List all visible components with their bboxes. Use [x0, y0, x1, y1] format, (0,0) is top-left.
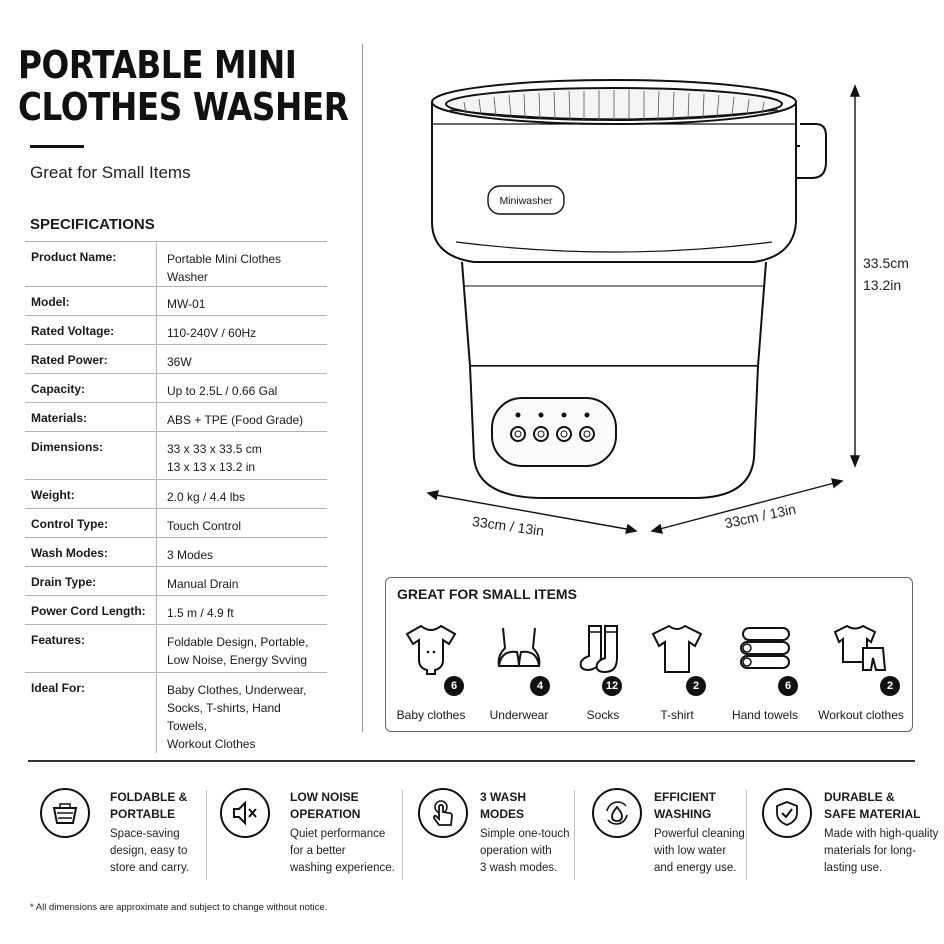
- spec-value-line: Socks, T-shirts, Hand Towels,: [167, 701, 281, 733]
- spec-value-line: Touch Control: [167, 519, 242, 533]
- spec-value-line: Manual Drain: [167, 577, 239, 591]
- spec-label: Weight:: [25, 480, 157, 509]
- spec-label: Model:: [25, 287, 157, 316]
- spec-label: Rated Voltage:: [25, 316, 157, 345]
- spec-label: Features:: [25, 625, 157, 673]
- onesie-icon: [401, 622, 461, 676]
- item-label: Baby clothes: [396, 708, 466, 722]
- touch-hand-icon: [429, 799, 457, 827]
- side-width-dimension: 33cm / 13in: [723, 500, 798, 532]
- item-count-badge: 12: [602, 676, 622, 696]
- feature-description: Powerful cleaning with low water and energy use.: [654, 828, 745, 874]
- feature-separator: [206, 790, 207, 880]
- item-count-badge: 4: [530, 676, 550, 696]
- brand-label: Miniwasher: [499, 195, 553, 207]
- item-underwear: [474, 622, 564, 722]
- small-items-panel: [385, 577, 913, 732]
- spec-value-line: 36W: [167, 355, 192, 369]
- workout-clothes-icon: [831, 622, 891, 676]
- feature-separator: [574, 790, 575, 880]
- item-count-badge: 2: [686, 676, 706, 696]
- spec-value-line: 13 x 13 x 13.2 in: [167, 460, 256, 474]
- spec-value-line: Low Noise, Energy Svving: [167, 653, 308, 667]
- spec-value-line: Workout Clothes: [167, 737, 256, 751]
- foldable-basket-icon: [51, 799, 79, 827]
- feature-title: FOLDABLE & PORTABLE: [110, 790, 188, 821]
- item-label: Workout clothes: [818, 708, 904, 722]
- feature-title: LOW NOISE OPERATION: [290, 790, 361, 821]
- tshirt-icon: [647, 622, 707, 676]
- item-hand-towels: [720, 622, 810, 722]
- spec-label: Wash Modes:: [25, 538, 157, 567]
- spec-value-line: Portable Mini Clothes Washer: [167, 252, 282, 284]
- specifications-heading: SPECIFICATIONS: [30, 216, 155, 233]
- spec-value-line: 33 x 33 x 33.5 cm: [167, 442, 262, 456]
- shield-check-icon: [773, 799, 801, 827]
- feature-description: Simple one-touch operation with 3 wash modes.: [480, 828, 570, 874]
- spec-label: Control Type:: [25, 509, 157, 538]
- spec-value-line: 1.5 m / 4.9 ft: [167, 606, 234, 620]
- spec-label: Power Cord Length:: [25, 596, 157, 625]
- item-count-badge: 6: [778, 676, 798, 696]
- item-workout-clothes: [816, 622, 906, 722]
- spec-value-line: 110-240V / 60Hz: [167, 326, 257, 340]
- item-count-badge: 6: [444, 676, 464, 696]
- spec-value-line: ABS + TPE (Food Grade): [167, 413, 304, 427]
- spec-value-line: MW-01: [167, 297, 206, 311]
- feature-title: 3 WASH MODES: [480, 790, 527, 821]
- height-cm: 33.5cm: [863, 255, 909, 271]
- features-divider: [28, 760, 915, 762]
- feature-description: Space-saving design, easy to store and carry.: [110, 828, 190, 874]
- spec-value-line: 2.0 kg / 4.4 lbs: [167, 490, 246, 504]
- footnote: * All dimensions are approximate and subject to change without notice.: [30, 902, 328, 913]
- title-line-2: CLOTHES WASHER: [18, 85, 349, 129]
- spec-label: Dimensions:: [25, 432, 157, 480]
- feature-description: Made with high-quality materials for long- lasting use.: [824, 828, 939, 874]
- spec-value-line: Baby Clothes, Underwear,: [167, 683, 307, 697]
- spec-value-line: 3 Modes: [167, 548, 214, 562]
- spec-label: Materials:: [25, 403, 157, 432]
- small-items-title: GREAT FOR SMALL ITEMS: [397, 586, 577, 602]
- item-count-badge: 2: [880, 676, 900, 696]
- water-drop-cycle-icon: [603, 799, 631, 827]
- towels-icon: [735, 622, 795, 676]
- spec-label: Product Name:: [25, 242, 157, 287]
- height-in: 13.2in: [863, 277, 902, 293]
- item-label: Hand towels: [731, 708, 799, 722]
- spec-label: Capacity:: [25, 374, 157, 403]
- bra-icon: [489, 622, 549, 676]
- item-baby-clothes: [386, 622, 476, 722]
- item-label: T-shirt: [660, 708, 694, 722]
- spec-label: Rated Power:: [25, 345, 157, 374]
- front-width-dimension: 33cm / 13in: [471, 513, 546, 539]
- spec-label: Drain Type:: [25, 567, 157, 596]
- item-label: Socks: [586, 708, 620, 722]
- spec-value-line: Up to 2.5L / 0.66 Gal: [167, 384, 278, 398]
- item-label: Underwear: [489, 708, 549, 722]
- mute-speaker-icon: [231, 799, 259, 827]
- height-dimension: [863, 252, 909, 296]
- item-tshirt: [632, 622, 722, 722]
- subtitle: Great for Small Items: [30, 163, 191, 182]
- feature-separator: [746, 790, 747, 880]
- feature-title: DURABLE & SAFE MATERIAL: [824, 790, 921, 821]
- feature-description: Quiet performance for a better washing experience.: [290, 828, 395, 874]
- feature-title: EFFICIENT WASHING: [654, 790, 716, 821]
- title-line-1: PORTABLE MINI: [18, 43, 297, 87]
- spec-label: Ideal For:: [25, 673, 157, 754]
- feature-separator: [402, 790, 403, 880]
- socks-icon: [573, 622, 633, 676]
- spec-value-line: Foldable Design, Portable,: [167, 635, 309, 649]
